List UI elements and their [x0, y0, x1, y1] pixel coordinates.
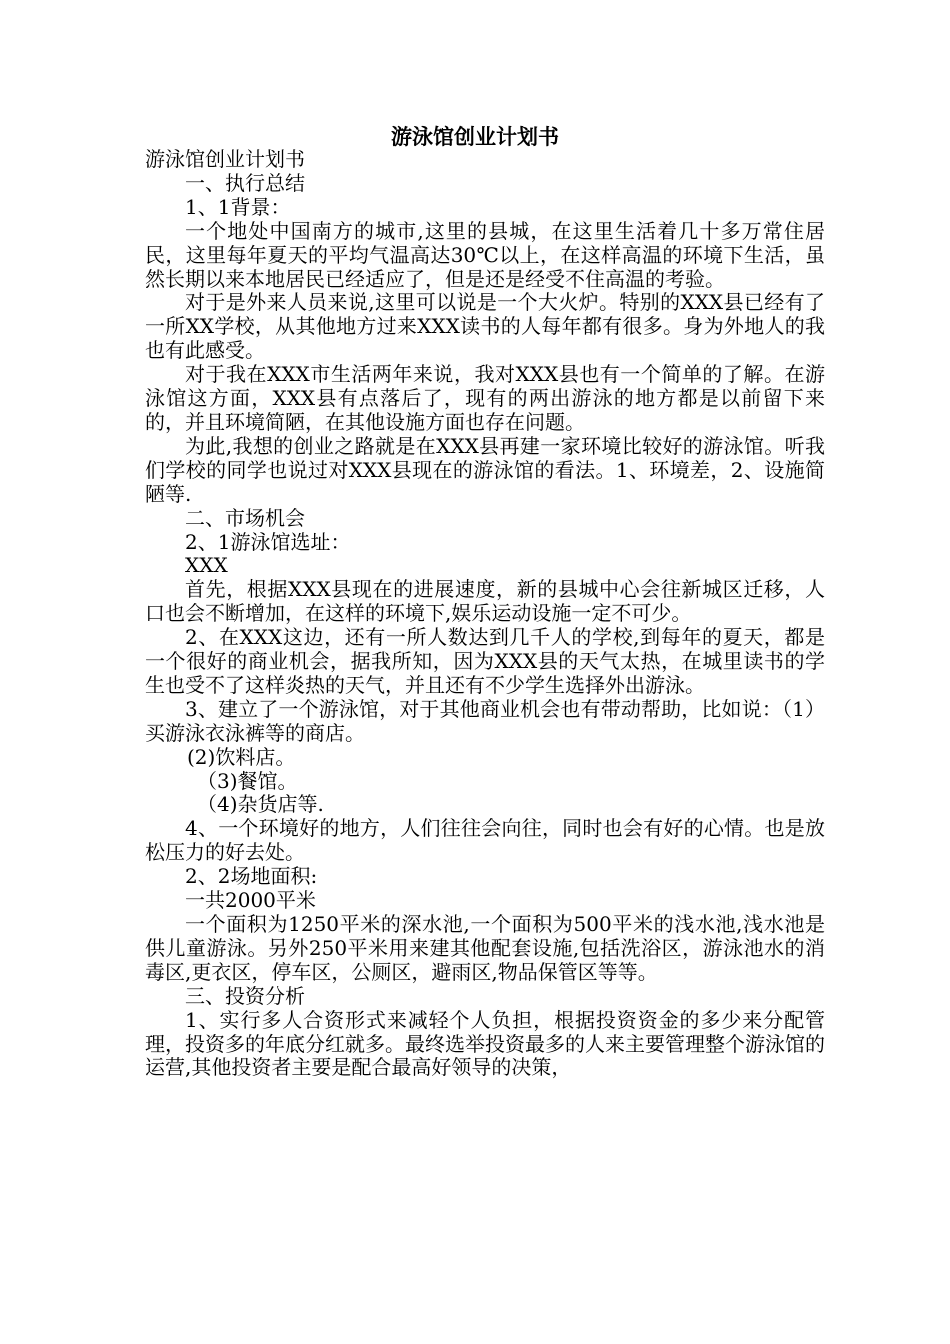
paragraph: 1、实行多人合资形式来减轻个人负担，根据投资资金的多少来分配管理，投资多的年底分红就多。最终选举投资最多的人来主要管理整个游泳馆的运营,其他投资者主要是配合最高好领导的决策， [145, 1007, 825, 1080]
paragraph: 二、市场机会 [185, 505, 305, 530]
paragraph: 一个面积为1250平米的深水池,一个面积为500平米的浅水池,浅水池是供儿童游泳。另外250平米用来建其他配套设施,包括洗浴区，游泳池水的消毒区,更衣区，停车区，公厕区，避雨区,物品保管区等等。 [145, 912, 825, 984]
document-title: 游泳馆创业计划书 [391, 124, 559, 149]
paragraph: 对于我在XXX市生活两年来说，我对XXX县也有一个简单的了解。在游泳馆这方面，XXX县有点落后了，现有的两出游泳的地方都是以前留下来的，并且环境简陋，在其他设施方面也存在问题。 [145, 362, 825, 434]
paragraph: 游泳馆创业计划书 [145, 147, 305, 171]
paragraph: 1、1背景： [185, 194, 291, 219]
paragraph: 为此,我想的创业之路就是在XXX县再建一家环境比较好的游泳馆。听我们学校的同学也说过对XXX县现在的游泳馆的看法。1、环境差，2、设施简陋等. [145, 433, 825, 506]
paragraph: 2、1游泳馆选址： [185, 529, 351, 554]
paragraph: 2、2场地面积: [185, 864, 318, 889]
paragraph: （4)杂货店等. [197, 792, 324, 817]
paragraph: 一共2000平米 [185, 888, 316, 913]
paragraph: 一、执行总结 [185, 170, 305, 195]
paragraph: 2、在XXX这边，还有一所人数达到几千人的学校,到每年的夏天，都是一个很好的商业机会，据我所知，因为XXX县的天气太热，在城里读书的学生也受不了这样炎热的天气，并且还有不少学生选择外出游泳。 [145, 625, 825, 697]
paragraph: 一个地处中国南方的城市,这里的县城，在这里生活着几十多万常住居民，这里每年夏天的平均气温高达30℃以上，在这样高温的环境下生活，虽然长期以来本地居民已经适应了，但是还是经受不住高温的考验。 [145, 218, 825, 291]
paragraph: 4、一个环境好的地方，人们往往会向往，同时也会有好的心情。也是放松压力的好去处。 [145, 816, 825, 865]
paragraph: 3、建立了一个游泳馆，对于其他商业机会也有带动帮助，比如说：（1）买游泳衣泳裤等的商店。 [145, 696, 825, 745]
paragraph: 三、投资分析 [185, 983, 305, 1008]
paragraph: （3)餐馆。 [197, 768, 298, 793]
paragraph: XXX [185, 553, 228, 578]
paragraph: 对于是外来人员来说,这里可以说是一个大火炉。特别的XXX县已经有了一所XX学校，从其他地方过来XXX读书的人每年都有很多。身为外地人的我也有此感受。 [145, 290, 825, 363]
paragraph: (2)饮料店。 [187, 744, 296, 769]
paragraph: 首先，根据XXX县现在的进展速度，新的县城中心会往新城区迁移，人口也会不断增加，在这样的环境下,娱乐运动设施一定不可少。 [145, 577, 825, 626]
document-body [145, 148, 825, 1080]
